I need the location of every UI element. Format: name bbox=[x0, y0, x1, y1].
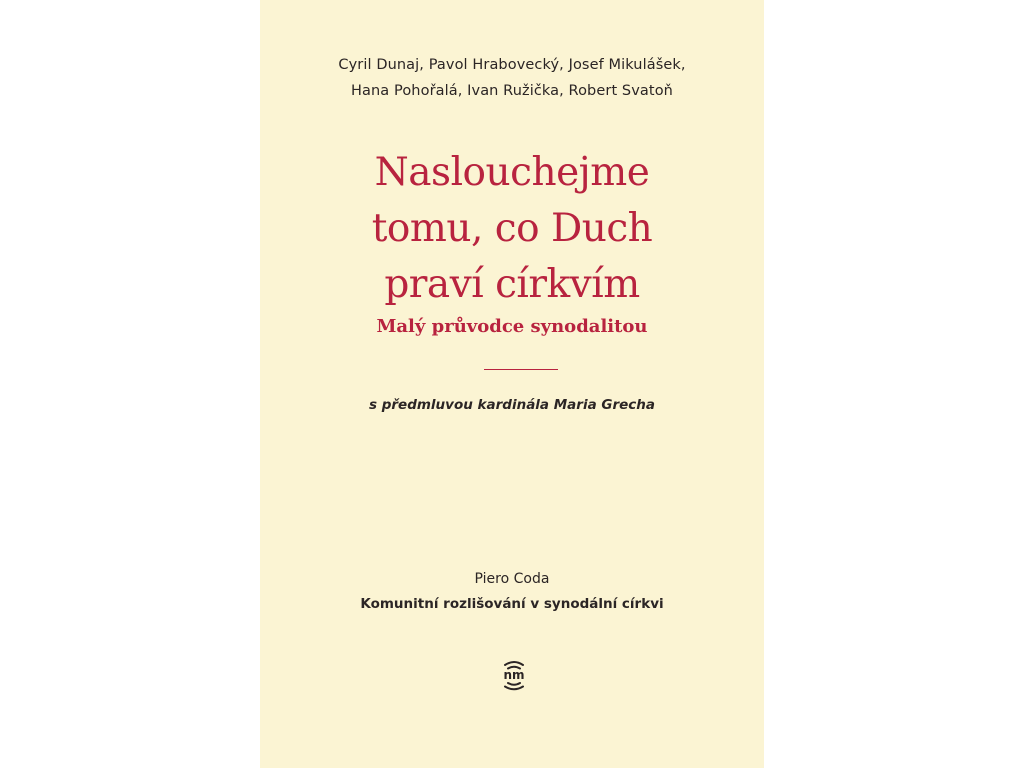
title-line-3: praví církvím bbox=[384, 262, 640, 307]
author-list bbox=[260, 52, 764, 104]
divider-line bbox=[484, 369, 558, 370]
author-line-2: Hana Pohořalá, Ivan Ružička, Robert Svatoň bbox=[351, 83, 673, 99]
book-cover bbox=[260, 0, 764, 768]
book-title bbox=[260, 145, 764, 313]
title-line-1: Naslouchejme bbox=[374, 150, 650, 195]
related-book-title: Komunitní rozlišování v synodální církvi bbox=[360, 596, 664, 612]
foreword-note: s předmluvou kardinála Maria Grecha bbox=[368, 397, 656, 413]
book-subtitle: Malý průvodce synodalitou bbox=[376, 316, 648, 337]
author-line-1: Cyril Dunaj, Pavol Hrabovecký, Josef Mikulášek, bbox=[338, 57, 686, 73]
related-book-author: Piero Coda bbox=[474, 571, 550, 587]
publisher-logo-icon bbox=[496, 656, 532, 692]
title-line-2: tomu, co Duch bbox=[371, 206, 653, 251]
publisher-logo-text: nm bbox=[503, 668, 525, 682]
